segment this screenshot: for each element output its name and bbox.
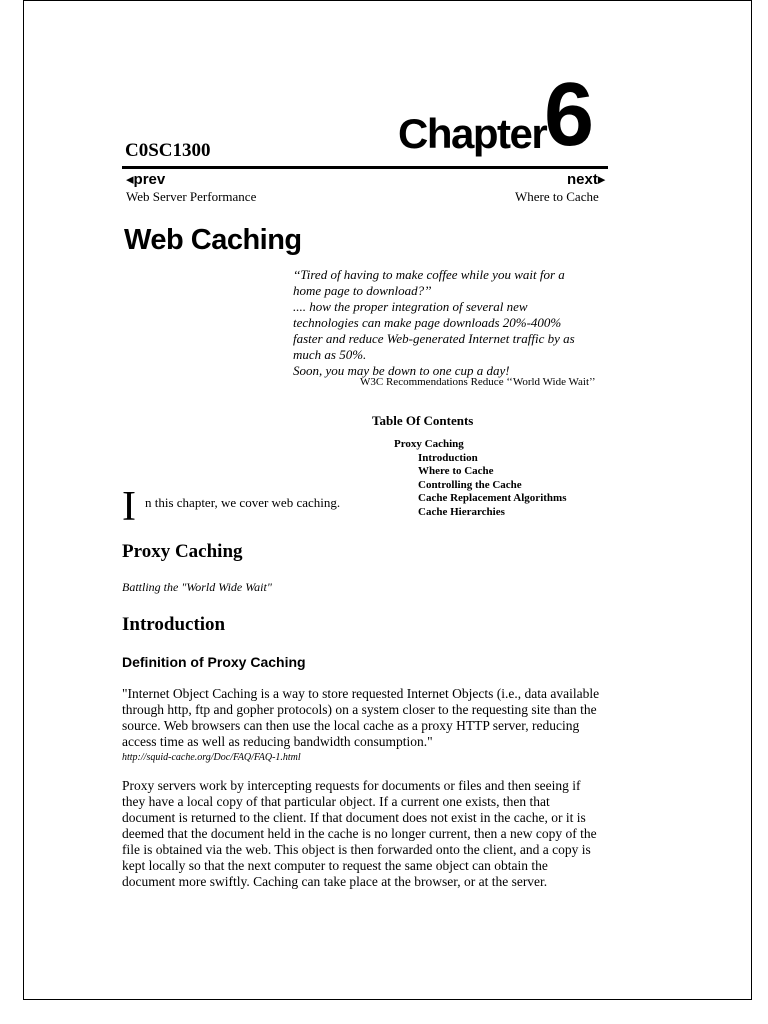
prev-link[interactable]: ◂prev: [126, 171, 166, 188]
body-line: file is obtained via the web. This object is then forwarded onto the client, and a copy is: [122, 842, 591, 857]
epigraph-line: Soon, you may be down to one cup a day!: [293, 363, 510, 378]
toc-heading: Table Of Contents: [372, 413, 474, 428]
toc-link-cache-replacement[interactable]: Cache Replacement Algorithms: [418, 492, 567, 504]
toc-item: [394, 452, 566, 466]
heading-definition: Definition of Proxy Caching: [122, 654, 306, 670]
epigraph-line: technologies can make page downloads 20%-400%: [293, 315, 562, 330]
chapter-number: 6: [544, 65, 595, 165]
toc-link-proxy-caching[interactable]: Proxy Caching: [394, 438, 464, 450]
heading-introduction: Introduction: [122, 614, 226, 635]
prev-chapter-title: Web Server Performance: [126, 189, 257, 204]
quote-line: access time as well as reducing bandwidth consumption.": [122, 734, 433, 749]
epigraph-line: much as 50%.: [293, 347, 367, 362]
toc-item: [394, 438, 566, 452]
table-of-contents: [394, 438, 566, 519]
body-line: kept locally so that the next computer to request the same object can obtain the: [122, 858, 548, 873]
section-subtitle: Battling the "World Wide Wait": [122, 580, 272, 594]
body-line: document is returned to the client. If that document does not exist in the cache, or it is: [122, 810, 586, 825]
quote-source-link[interactable]: http://squid-cache.org/Doc/FAQ/FAQ-1.html: [122, 752, 301, 763]
toc-item: [394, 506, 566, 520]
quote-line: "Internet Object Caching is a way to store requested Internet Objects (i.e., data available: [122, 686, 600, 701]
toc-item: [394, 479, 566, 493]
body-line: deemed that the document held in the cache is no longer current, then a new copy of the: [122, 826, 597, 841]
header-rule: [122, 166, 608, 169]
epigraph-line: ‘‘Tired of having to make coffee while you wait for a: [293, 267, 565, 282]
body-paragraph: [122, 778, 617, 890]
toc-item: [394, 465, 566, 479]
definition-quote: [122, 686, 622, 750]
next-link[interactable]: next▸: [567, 171, 606, 188]
quote-line: source. Web browsers can then use the local cache as a proxy HTTP server, reducing: [122, 718, 580, 733]
next-chapter-title: Where to Cache: [515, 189, 599, 204]
course-code: C0SC1300: [125, 140, 211, 161]
epigraph-line: home page to download?’’: [293, 283, 432, 298]
quote-line: through http, ftp and gopher protocols) on a system closer to the requesting site than the: [122, 702, 597, 717]
epigraph-line: .... how the proper integration of several new: [293, 299, 528, 314]
body-line: Proxy servers work by intercepting requests for documents or files and then seeing if: [122, 778, 581, 793]
intro-text: n this chapter, we cover web caching.: [145, 495, 341, 510]
epigraph: [293, 267, 613, 379]
toc-link-controlling-the-cache[interactable]: Controlling the Cache: [418, 478, 522, 491]
heading-proxy-caching: Proxy Caching: [122, 541, 243, 562]
epigraph-line: faster and reduce Web-generated Internet traffic by as: [293, 331, 575, 346]
page-title: Web Caching: [124, 224, 302, 256]
toc-item: [394, 492, 566, 506]
toc-link-where-to-cache[interactable]: Where to Cache: [418, 465, 494, 477]
drop-cap: I: [122, 484, 136, 530]
toc-link-introduction[interactable]: Introduction: [418, 451, 478, 464]
body-line: they have a local copy of that particular object. If a current one exists, then that: [122, 794, 550, 809]
chapter-label: Chapter: [398, 110, 547, 157]
body-line: document more swiftly. Caching can take place at the browser, or at the server.: [122, 874, 548, 889]
toc-link-cache-hierarchies[interactable]: Cache Hierarchies: [418, 505, 505, 518]
epigraph-source: W3C Recommendations Reduce ‘‘World Wide Wait’’: [360, 376, 596, 388]
